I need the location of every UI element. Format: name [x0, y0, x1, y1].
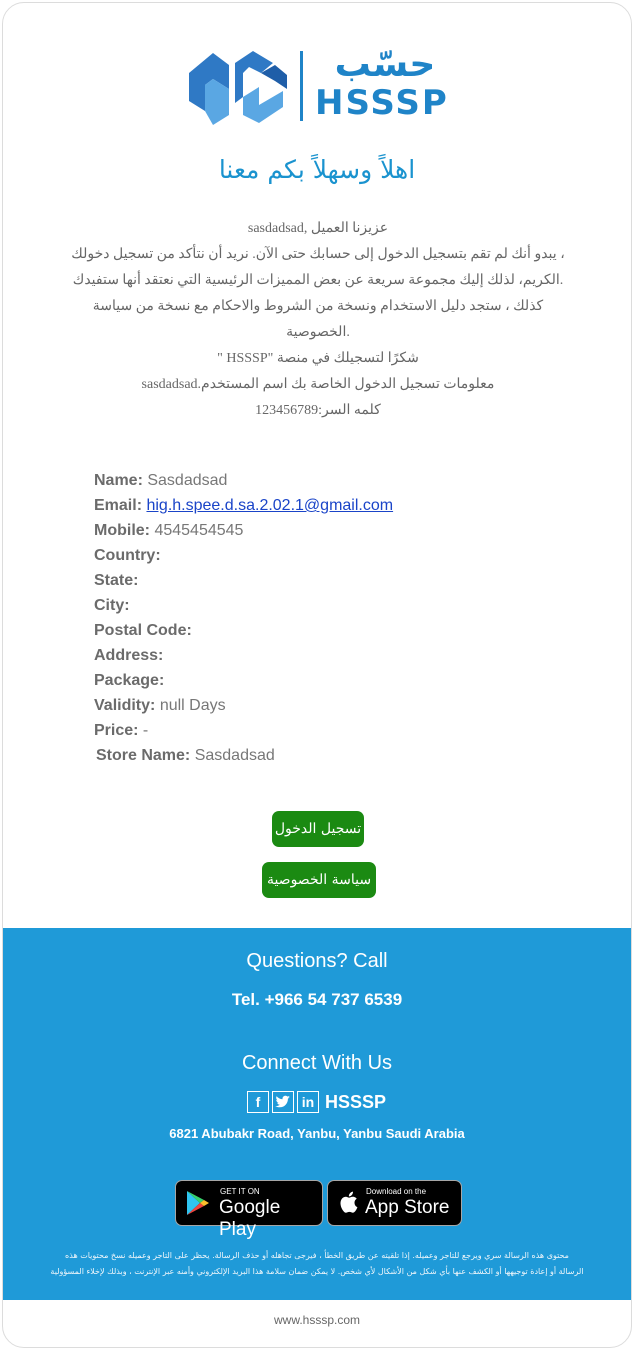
questions-heading: Questions? Call: [246, 950, 388, 972]
intro-line: 123456789:كلمه السر: [255, 403, 381, 418]
detail-row-price: [94, 718, 554, 743]
app-store-big-text: App Store: [365, 1197, 450, 1218]
company-address: 6821 Abubakr Road, Yanbu, Yanbu Saudi Arabia: [169, 1126, 465, 1141]
connect-heading: Connect With Us: [241, 1052, 393, 1074]
detail-row-address: [94, 643, 554, 668]
detail-value: Sasdadsad: [147, 472, 228, 489]
social-links: [247, 1091, 386, 1113]
detail-label: Mobile:: [94, 522, 150, 539]
detail-value: null Days: [159, 697, 226, 714]
detail-row-country: [94, 543, 554, 568]
email-link[interactable]: hig.h.spee.d.sa.2.02.1@gmail.com: [146, 497, 394, 514]
intro-line: كذلك ، ستجد دليل الاستخدام ونسخة من الشروط والاحكام مع نسخة من سياسة: [92, 299, 544, 314]
privacy-policy-button[interactable]: سياسة الخصوصية: [262, 862, 376, 898]
disclaimer-line: محتوى هذه الرسالة سري ويرجع للتاجر وعميله. إذا تلقيته عن طريق الخطأ ، فيرجى تجاهله أو حذف الرسالة. يحظر على التاجر وعميله نسخ محتويات هذه: [65, 1251, 569, 1260]
twitter-icon[interactable]: [272, 1091, 294, 1113]
disclaimer-line: الرسالة أو إعادة توجيهها أو الكشف عنها بأي شكل من الأشكال لأي شخص. لا يمكن ضمان سلامة هذا البريد الإلكتروني وأمنه عبر الإنترنت ، وبذلك لإخلاء المسؤولية: [50, 1267, 584, 1276]
detail-value: -: [142, 722, 149, 739]
detail-row-validity: [94, 693, 554, 718]
detail-label: Name:: [94, 472, 143, 489]
detail-row-postal-code: [94, 618, 554, 643]
email-container: [2, 2, 632, 1348]
facebook-icon[interactable]: f: [247, 1091, 269, 1113]
detail-value: Sasdadsad: [194, 747, 275, 764]
google-play-badge[interactable]: [175, 1180, 323, 1240]
detail-label: Address:: [94, 647, 164, 664]
google-play-small-text: GET IT ON: [220, 1187, 260, 1196]
detail-label: Store Name:: [96, 747, 191, 764]
social-brand-label: HSSSP: [325, 1091, 387, 1112]
detail-row-email: [94, 493, 554, 518]
intro-line: " HSSSP" شكرًا لتسجيلك في منصة: [217, 351, 419, 366]
login-button[interactable]: تسجيل الدخول: [272, 811, 364, 847]
intro-line: sasdadsad, عزيزنا العميل: [247, 221, 389, 236]
intro-line: يبدو أنك لم تقم بتسجيل الدخول إلى حسابك حتى الآن. نريد أن نتأكد من تسجيل دخولك ،: [71, 247, 565, 262]
detail-row-mobile: [94, 518, 554, 543]
website-link[interactable]: www.hsssp.com: [273, 1313, 361, 1327]
detail-label: State:: [94, 572, 139, 589]
detail-row-name: [94, 468, 554, 493]
phone-number[interactable]: Tel. +966 54 737 6539: [231, 990, 403, 1009]
google-play-big-text: Google Play: [219, 1197, 281, 1240]
intro-line: الخصوصية.: [286, 325, 350, 340]
intro-message: [63, 216, 573, 424]
account-details: [94, 468, 554, 768]
brand-logo: [183, 45, 463, 129]
detail-value: 4545454545: [154, 522, 244, 539]
detail-label: Country:: [94, 547, 161, 564]
logo-separator: [300, 51, 303, 121]
detail-label: Validity:: [94, 697, 156, 714]
app-store-badge[interactable]: [327, 1180, 462, 1226]
app-store-small-text: Download on the: [366, 1187, 427, 1196]
logo-arabic-text: حسّب: [334, 44, 436, 85]
detail-label: Price:: [94, 722, 139, 739]
detail-label: City:: [94, 597, 130, 614]
intro-line: sasdadsad.معلومات تسجيل الدخول الخاصة بك اسم المستخدم: [141, 377, 495, 392]
detail-row-city: [94, 593, 554, 618]
apple-icon: [338, 1190, 358, 1214]
hsssp-logo-mark-icon: [183, 45, 291, 129]
logo-english-text: HSSSP: [315, 83, 449, 123]
detail-row-package: [94, 668, 554, 693]
detail-row-store-name: [94, 743, 554, 768]
footer: [3, 928, 631, 1300]
google-play-icon: [186, 1190, 210, 1216]
confidentiality-disclaimer: [7, 1248, 627, 1280]
intro-line: الكريم، لذلك إليك مجموعة سريعة عن بعض المميزات الرئيسية التي نعتقد أنها ستفيدك.: [72, 273, 564, 288]
linkedin-icon[interactable]: in: [297, 1091, 319, 1113]
detail-label: Email:: [94, 497, 143, 514]
detail-label: Postal Code:: [94, 622, 192, 639]
detail-row-state: [94, 568, 554, 593]
welcome-heading: اهلاً وسهلاً بكم معنا: [218, 155, 416, 184]
detail-label: Package:: [94, 672, 165, 689]
